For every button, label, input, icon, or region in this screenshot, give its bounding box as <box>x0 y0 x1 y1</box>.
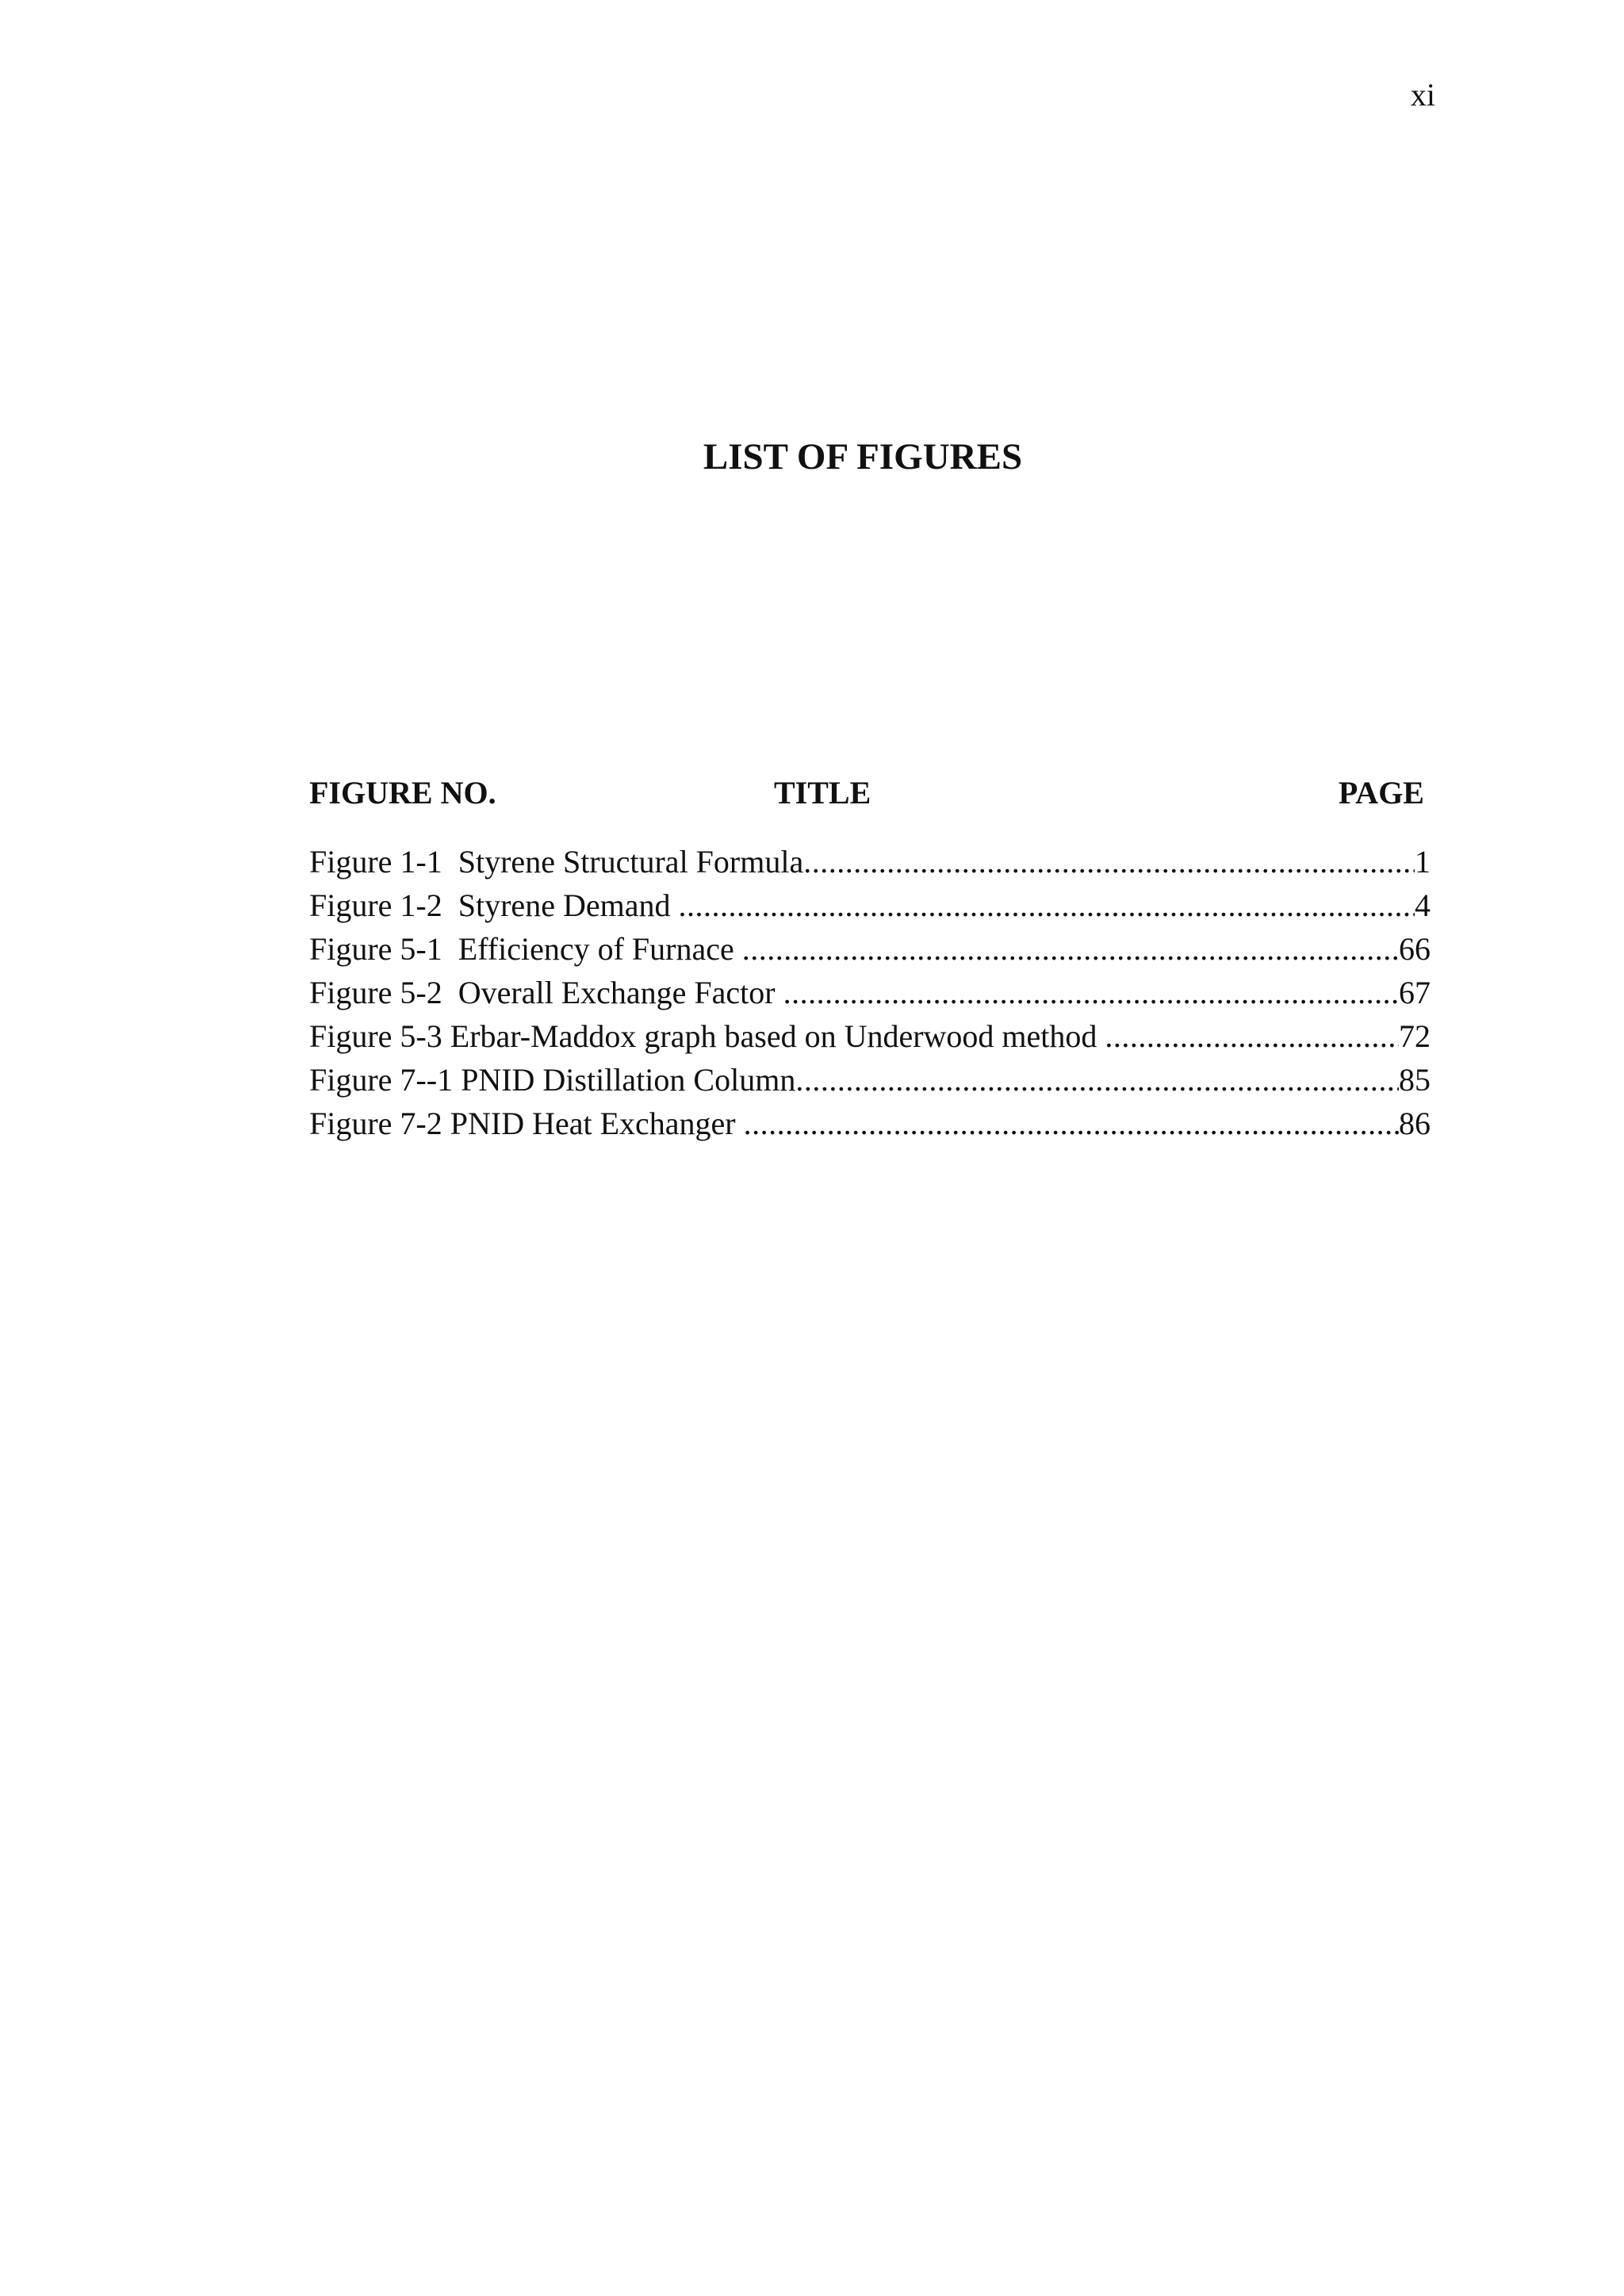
figure-entry-page: 1 <box>1415 844 1431 880</box>
figure-entry-page: 67 <box>1399 975 1431 1010</box>
page-number: xi <box>1410 77 1435 113</box>
column-headers <box>309 771 1431 815</box>
dot-leader <box>795 1058 1399 1102</box>
figure-entry[interactable] <box>309 840 1431 884</box>
dot-leader <box>678 884 1415 927</box>
column-header-page: PAGE <box>1338 775 1424 811</box>
figure-entry-label: Figure 5-2 Overall Exchange Factor <box>309 975 783 1010</box>
column-header-title: TITLE <box>774 775 871 811</box>
figure-list <box>309 771 1431 1141</box>
figure-entry[interactable] <box>309 1102 1431 1145</box>
page-title: LIST OF FIGURES <box>703 436 1023 477</box>
figure-entries <box>309 840 1431 1145</box>
dot-leader <box>1105 1014 1399 1058</box>
figure-entry-label: Figure 1-2 Styrene Demand <box>309 887 679 923</box>
figure-entry-page: 4 <box>1415 887 1431 923</box>
figure-entry-label: Figure 5-1 Efficiency of Furnace <box>309 931 742 967</box>
figure-entry[interactable] <box>309 1014 1431 1058</box>
figure-entry-page: 66 <box>1399 931 1431 967</box>
figure-entry-label: Figure 7--1 PNID Distillation Column <box>309 1062 796 1098</box>
dot-leader <box>744 1102 1399 1145</box>
dot-leader <box>742 927 1399 971</box>
dot-leader <box>783 971 1399 1014</box>
figure-entry-page: 85 <box>1399 1062 1431 1098</box>
figure-entry[interactable] <box>309 971 1431 1014</box>
figure-entry[interactable] <box>309 927 1431 971</box>
figure-entry[interactable] <box>309 884 1431 927</box>
figure-entry-label: Figure 1-1 Styrene Structural Formula <box>309 844 804 880</box>
figure-entry-page: 86 <box>1399 1106 1431 1141</box>
column-header-figure-no: FIGURE NO. <box>309 775 496 811</box>
figure-entry-page: 72 <box>1399 1018 1431 1054</box>
dot-leader <box>803 840 1415 884</box>
figure-entry[interactable] <box>309 1058 1431 1102</box>
figure-entry-label: Figure 5-3 Erbar-Maddox graph based on Underwood method <box>309 1018 1105 1054</box>
figure-entry-label: Figure 7-2 PNID Heat Exchanger <box>309 1106 744 1141</box>
